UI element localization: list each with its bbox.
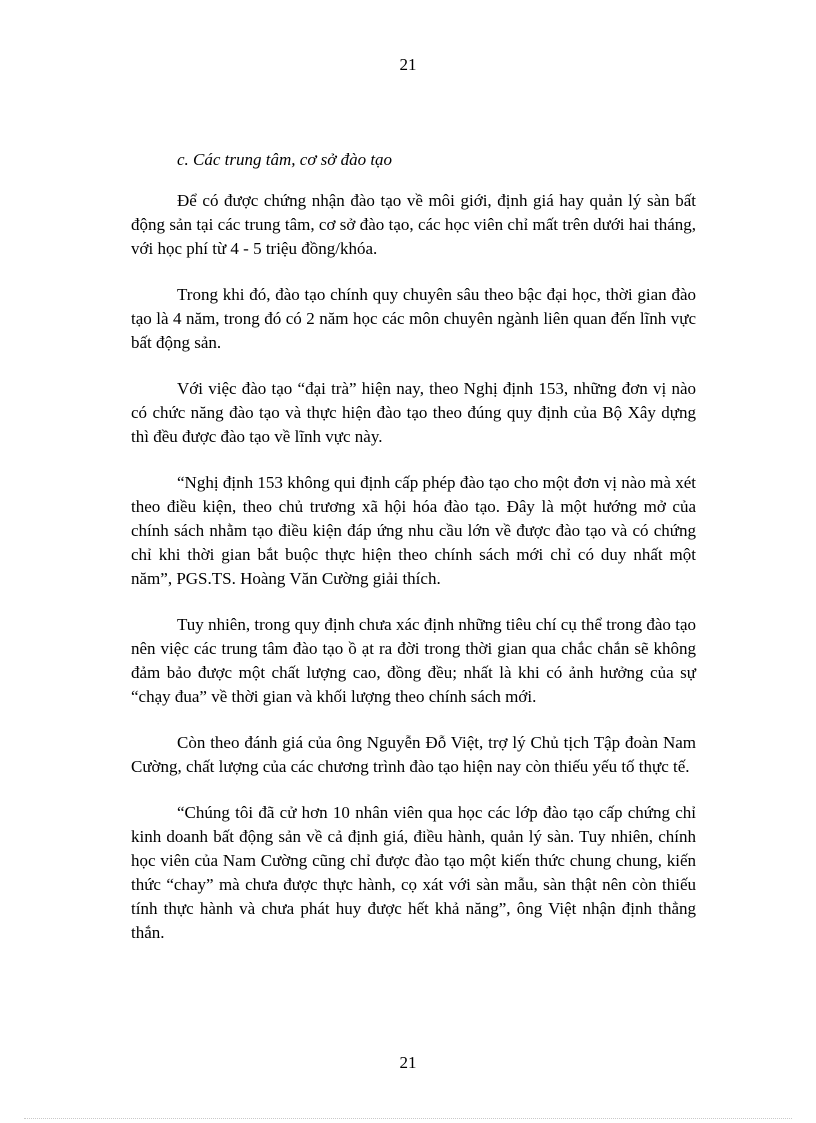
paragraph-2: Trong khi đó, đào tạo chính quy chuyên sâu theo bậc đại học, thời gian đào tạo là 4 năm, trong đó có 2 năm học các môn chuyên ngành liên quan đến lĩnh vực bất động sản.	[131, 285, 696, 352]
page-number-bottom: 21	[399, 1053, 417, 1072]
paragraph-3: Với việc đào tạo “đại trà” hiện nay, theo Nghị định 153, những đơn vị nào có chức năng đào tạo và thực hiện đào tạo theo đúng quy định của Bộ Xây dựng thì đều được đào tạo về lĩnh vực này.	[131, 379, 696, 446]
section-heading: c. Các trung tâm, cơ sở đào tạo	[177, 150, 393, 169]
paragraph-7-quote: “Chúng tôi đã cử hơn 10 nhân viên qua học các lớp đào tạo cấp chứng chỉ kinh doanh bất động sản về cả định giá, điều hành, quản lý sàn. Tuy nhiên, chính học viên của Nam Cường cũng chỉ được đào tạo một kiến thức chung chung, kiến thức “chay” mà chưa được thực hành, cọ xát với sàn mẫu, sàn thật nên còn thiếu tính thực hành và chưa phát huy được hết khả năng”, ông Việt nhận định thẳng thắn.	[131, 803, 696, 942]
page-edge-divider	[24, 1118, 792, 1119]
paragraph-6: Còn theo đánh giá của ông Nguyễn Đỗ Việt, trợ lý Chủ tịch Tập đoàn Nam Cường, chất lượng của các chương trình đào tạo hiện nay còn thiếu yếu tố thực tế.	[131, 733, 696, 776]
paragraph-4-quote: “Nghị định 153 không qui định cấp phép đào tạo cho một đơn vị nào mà xét theo điều kiện, theo chủ trương xã hội hóa đào tạo. Đây là một hướng mở của chính sách nhằm tạo điều kiện đáp ứng nhu cầu lớn về được đào tạo và có chứng chỉ khi thời gian bắt buộc thực hiện theo chính sách mới chỉ có duy nhất một năm”, PGS.TS. Hoàng Văn Cường giải thích.	[131, 473, 696, 588]
page-number-top: 21	[399, 55, 417, 74]
paragraph-1: Để có được chứng nhận đào tạo về môi giới, định giá hay quản lý sàn bất động sản tại các trung tâm, cơ sở đào tạo, các học viên chỉ mất trên dưới hai tháng, với học phí từ 4 - 5 triệu đồng/khóa.	[131, 191, 696, 258]
paragraph-5: Tuy nhiên, trong quy định chưa xác định những tiêu chí cụ thể trong đào tạo nên việc các trung tâm đào tạo ồ ạt ra đời trong thời gian qua chắc chắn sẽ không đảm bảo được một chất lượng cao, đồng đều; nhất là khi có ảnh hưởng của sự “chạy đua” về thời gian và khối lượng theo chính sách mới.	[131, 615, 696, 706]
page-body	[131, 148, 696, 967]
